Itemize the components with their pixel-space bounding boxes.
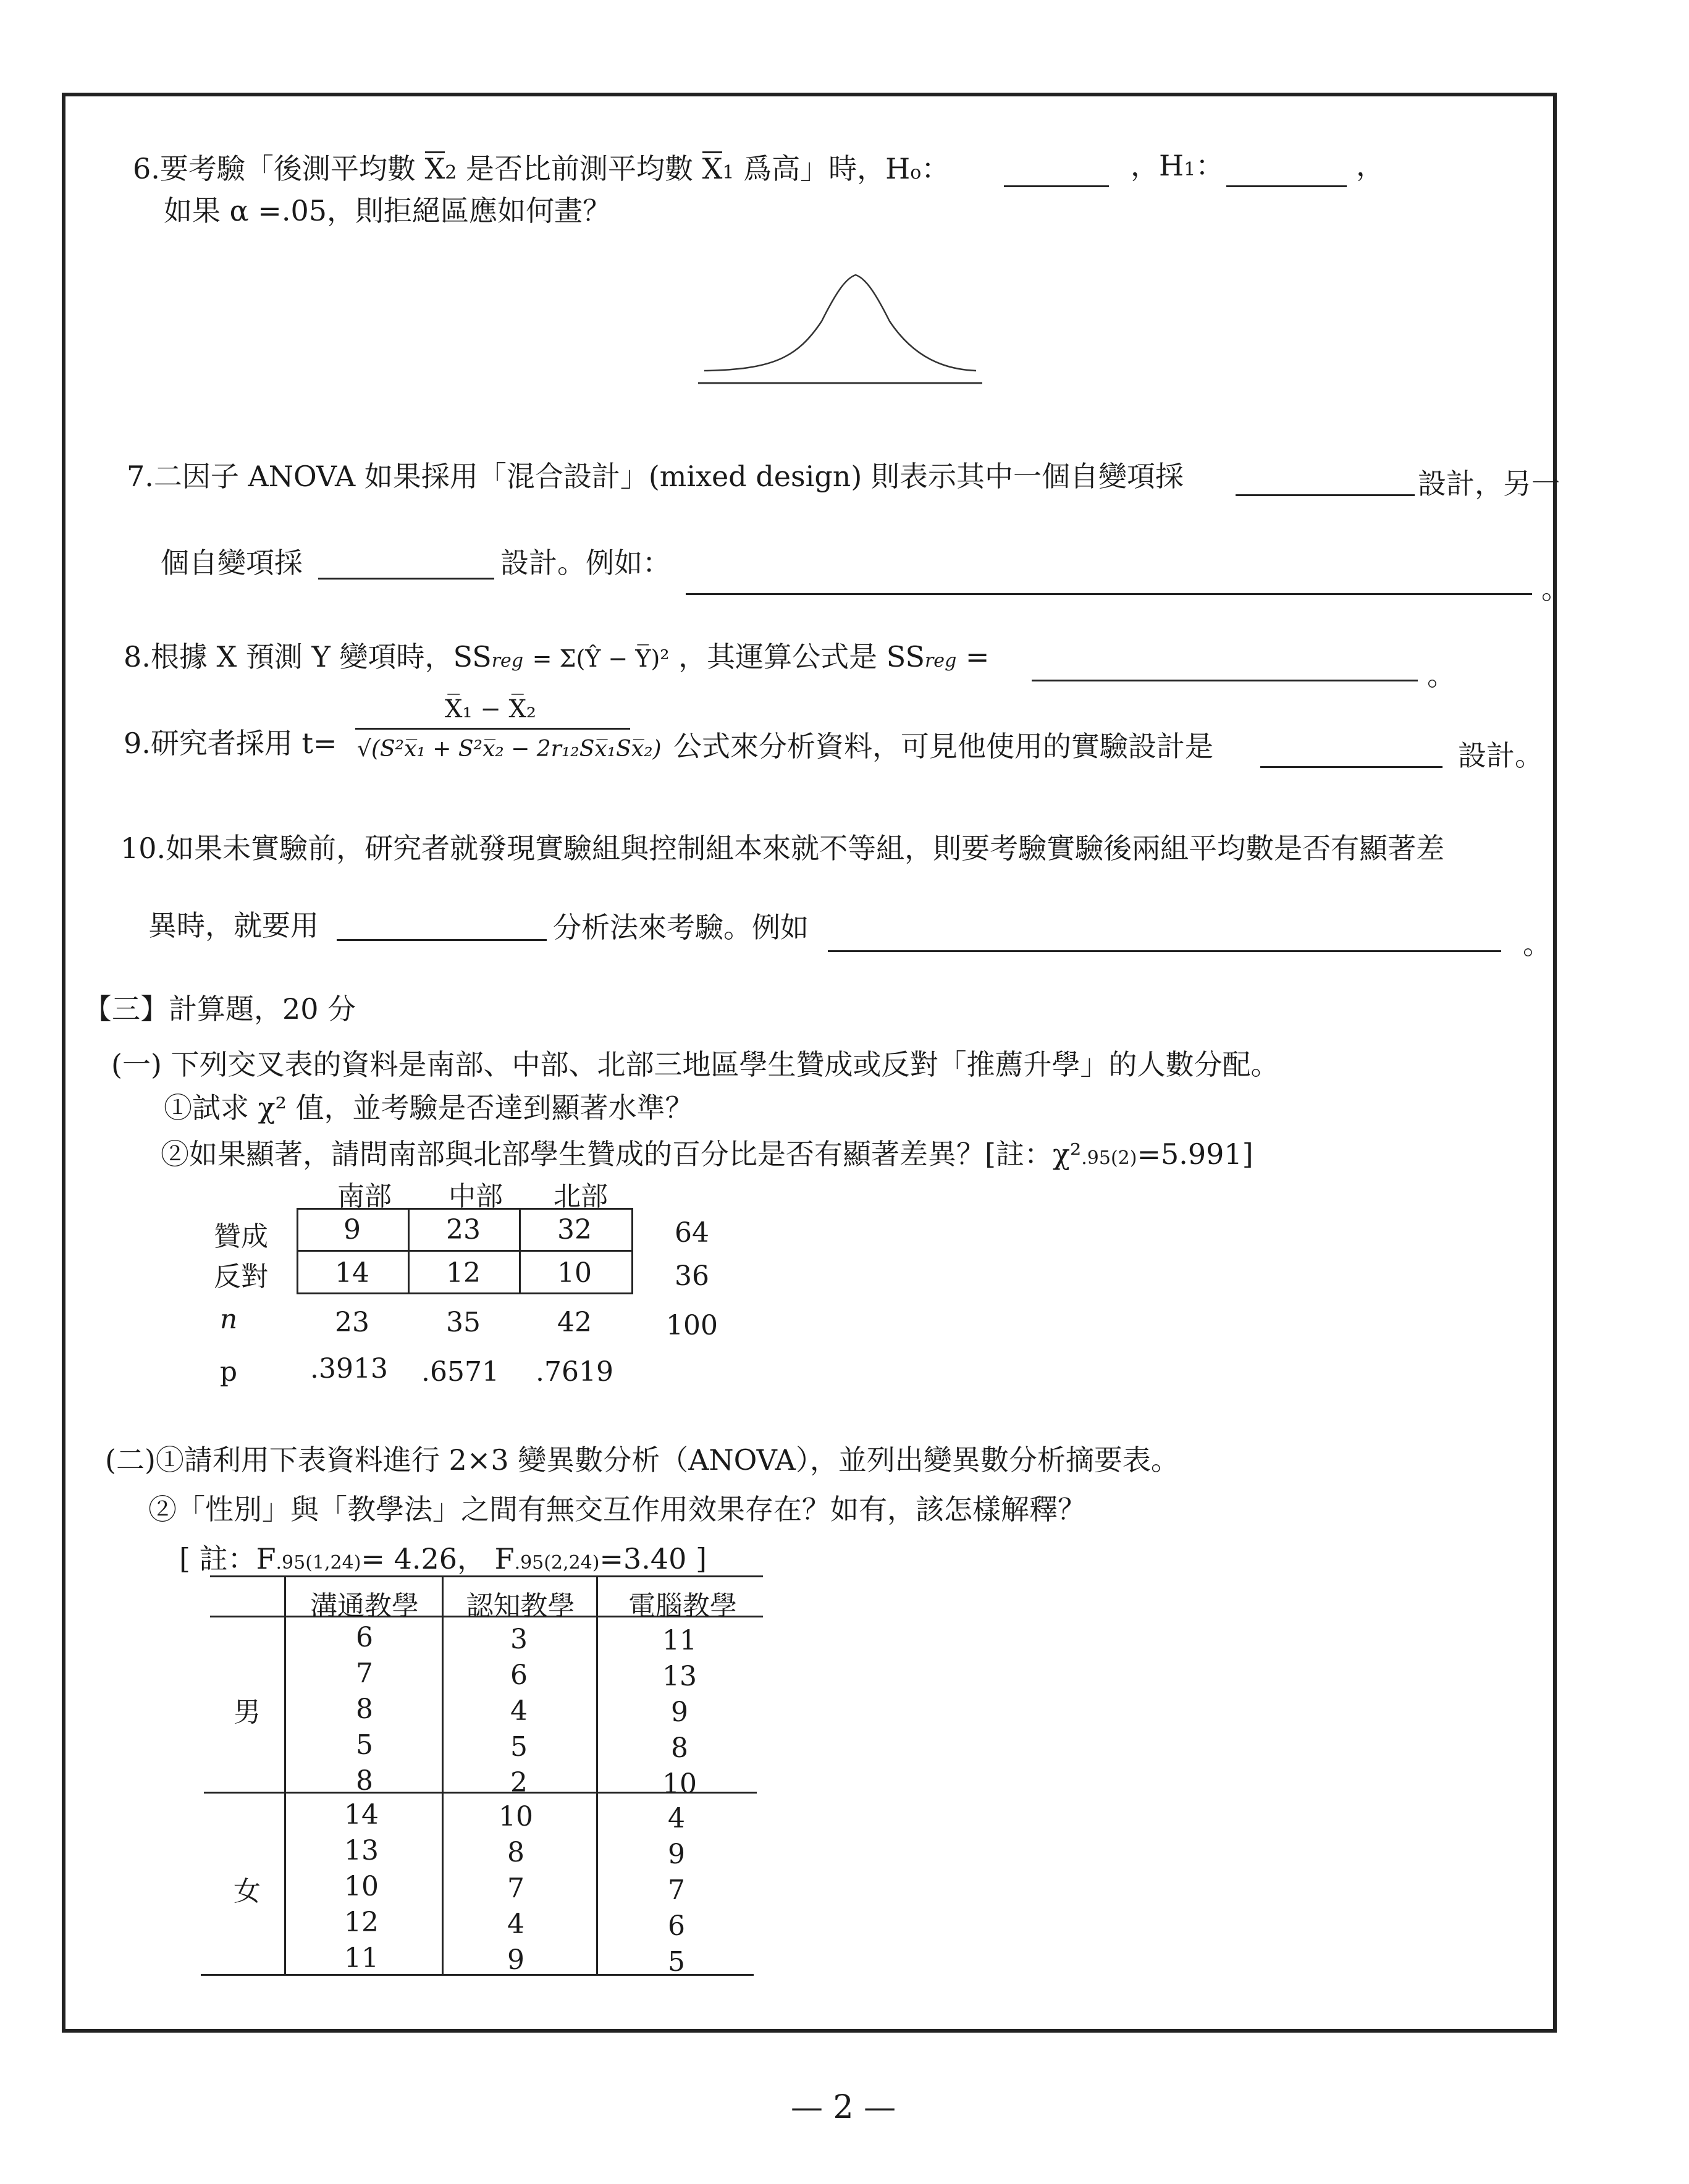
crosstab-p-value: .3913 xyxy=(310,1353,388,1385)
anova-cell: 10 xyxy=(499,1801,533,1832)
q9-fraction-bar xyxy=(355,728,630,730)
crosstab-n-value: 42 xyxy=(557,1307,592,1338)
crosstab-p-label: p xyxy=(219,1356,238,1388)
anova-cell: 5 xyxy=(356,1729,373,1761)
anova-cell: 4 xyxy=(507,1908,524,1940)
q6-comma: ， xyxy=(1356,149,1384,182)
q10-blank-1[interactable] xyxy=(337,939,547,941)
part2-note: [ 註：F.95(1,24)= 4.26， F.95(2,24)=3.40 ] xyxy=(179,1542,707,1575)
anova-cell: 9 xyxy=(507,1944,524,1976)
q6-line1: 6.要考驗「後測平均數 X2 是否比前測平均數 X1 爲高」時，Ho： xyxy=(133,152,950,185)
anova-cell: 10 xyxy=(344,1871,379,1902)
q9-numerator: X̅₁ − X̅₂ xyxy=(445,695,536,723)
part1-intro: (一) 下列交叉表的資料是南部、中部、北部三地區學生贊成或反對「推薦升學」的人數分配。 xyxy=(111,1048,1279,1081)
anova-cell: 3 xyxy=(510,1624,528,1655)
anova-cell: 9 xyxy=(671,1697,688,1728)
anova-cell: 5 xyxy=(668,1946,685,1978)
anova-cell: 7 xyxy=(668,1874,685,1906)
section3-title: 【三】計算題，20 分 xyxy=(83,992,356,1026)
anova-cell: 7 xyxy=(507,1873,524,1904)
anova-group-label: 男 xyxy=(234,1697,261,1728)
anova-cell: 5 xyxy=(510,1731,528,1763)
q7-line1: 7.二因子 ANOVA 如果採用「混合設計」(mixed design) 則表示其中一個自變項採 xyxy=(127,460,1184,493)
q7-blank-2[interactable] xyxy=(318,578,494,580)
q8-blank[interactable] xyxy=(1032,680,1418,681)
anova-top-rule xyxy=(210,1575,763,1577)
anova-col-divider xyxy=(284,1575,286,1974)
anova-col-header: 認知教學 xyxy=(466,1590,575,1622)
q6-line2: 如果 α =.05，則拒絕區應如何畫？ xyxy=(164,194,612,227)
anova-col-header: 溝通教學 xyxy=(310,1590,419,1622)
part2-q2: ②「性別」與「教學法」之間有無交互作用效果存在？如有，該怎樣解釋？ xyxy=(148,1493,1086,1526)
q9-blank[interactable] xyxy=(1260,766,1443,768)
q10-line2a: 異時，就要用 xyxy=(148,909,319,942)
anova-group-label: 女 xyxy=(234,1876,261,1907)
crosstab-n-value: 23 xyxy=(335,1307,369,1338)
crosstab-col-header: 北部 xyxy=(554,1181,608,1212)
q7-line2a: 個自變項採 xyxy=(161,546,303,580)
q6-h1-label: ，H1： xyxy=(1131,149,1224,182)
anova-cell: 6 xyxy=(510,1659,528,1691)
crosstab-row-label: 反對 xyxy=(214,1261,268,1292)
anova-cell: 7 xyxy=(356,1658,373,1689)
anova-cell: 6 xyxy=(668,1910,685,1942)
q7-example-blank[interactable] xyxy=(686,593,1532,595)
anova-cell: 4 xyxy=(510,1695,528,1727)
q9-denominator: √(S²x̅₁ + S²x̅₂ − 2r₁₂Sx̅₁Sx̅₂) xyxy=(357,736,662,762)
anova-col-divider xyxy=(442,1575,444,1974)
anova-cell: 13 xyxy=(344,1835,379,1866)
anova-cell: 6 xyxy=(356,1622,373,1653)
anova-cell: 14 xyxy=(344,1799,379,1831)
q10-end: 。 xyxy=(1523,927,1551,961)
crosstab-divider xyxy=(297,1250,633,1252)
q10-line2b: 分析法來考驗。例如 xyxy=(553,911,809,944)
crosstab-cell: 9 xyxy=(343,1214,361,1246)
q9-prefix: 9.研究者採用 t= xyxy=(124,727,337,760)
crosstab-p-value: .7619 xyxy=(536,1356,613,1388)
crosstab-col-header: 南部 xyxy=(337,1181,392,1212)
crosstab-cell: 12 xyxy=(446,1257,481,1289)
anova-cell: 10 xyxy=(662,1768,697,1800)
crosstab-divider xyxy=(519,1208,521,1294)
crosstab-row-total: 64 xyxy=(675,1217,709,1249)
crosstab-row-total: 36 xyxy=(675,1260,709,1292)
crosstab-col-header: 中部 xyxy=(449,1181,503,1212)
anova-cell: 4 xyxy=(668,1803,685,1834)
anova-cell: 8 xyxy=(671,1732,688,1764)
crosstab-divider xyxy=(408,1208,410,1294)
anova-col-divider xyxy=(596,1575,598,1974)
anova-col-header: 電腦教學 xyxy=(628,1590,737,1622)
anova-cell: 13 xyxy=(662,1661,697,1692)
q10-example-blank[interactable] xyxy=(828,950,1501,952)
q7-end: 。 xyxy=(1541,572,1570,605)
anova-cell: 2 xyxy=(510,1767,528,1798)
q8-line: 8.根據 X 預測 Y 變項時，SSreg = Σ(Ŷ − Y̅)² ，其運算公式是 SSreg = xyxy=(124,640,990,673)
q7-line1-end: 設計，另一 xyxy=(1418,467,1560,500)
q9-text: 公式來分析資料，可見他使用的實驗設計是 xyxy=(673,730,1213,763)
crosstab-cell: 32 xyxy=(557,1214,592,1246)
part1-q1: ①試求 χ² 值，並考驗是否達到顯著水準？ xyxy=(164,1091,694,1124)
normal-curve-icon xyxy=(698,272,982,389)
anova-cell: 11 xyxy=(344,1942,379,1974)
anova-cell: 8 xyxy=(507,1837,524,1868)
q9-end: 設計。 xyxy=(1458,739,1543,772)
crosstab-cell: 23 xyxy=(446,1214,481,1246)
anova-cell: 12 xyxy=(344,1907,379,1938)
crosstab-n-value: 35 xyxy=(446,1307,481,1338)
anova-cell: 8 xyxy=(356,1693,373,1725)
crosstab-cell: 14 xyxy=(335,1257,369,1289)
crosstab-n-total: 100 xyxy=(666,1310,718,1341)
crosstab-row-label: 贊成 xyxy=(214,1221,268,1252)
q8-end: 。 xyxy=(1427,659,1455,692)
anova-cell: 9 xyxy=(668,1839,685,1870)
q6-h1-blank[interactable] xyxy=(1226,185,1347,187)
anova-cell: 11 xyxy=(662,1625,697,1656)
crosstab-n-label: n xyxy=(219,1304,238,1335)
q7-line2b: 設計。例如： xyxy=(500,546,671,580)
part2-intro: (二)①請利用下表資料進行 2×3 變異數分析（ANOVA），並列出變異數分析摘要表。 xyxy=(105,1443,1179,1477)
q7-blank-1[interactable] xyxy=(1236,494,1415,496)
part1-q2: ②如果顯著，請問南部與北部學生贊成的百分比是否有顯著差異？[註：χ².95(2)=5.991] xyxy=(161,1137,1253,1171)
page-number: — 2 — xyxy=(791,2089,896,2126)
crosstab-cell: 10 xyxy=(557,1257,592,1289)
q6-h0-blank[interactable] xyxy=(1004,185,1109,187)
q10-line1: 10.如果未實驗前，研究者就發現實驗組與控制組本來就不等組，則要考驗實驗後兩組平均數是否有顯著差 xyxy=(120,832,1445,865)
anova-cell: 8 xyxy=(356,1765,373,1797)
crosstab-p-value: .6571 xyxy=(421,1356,499,1388)
